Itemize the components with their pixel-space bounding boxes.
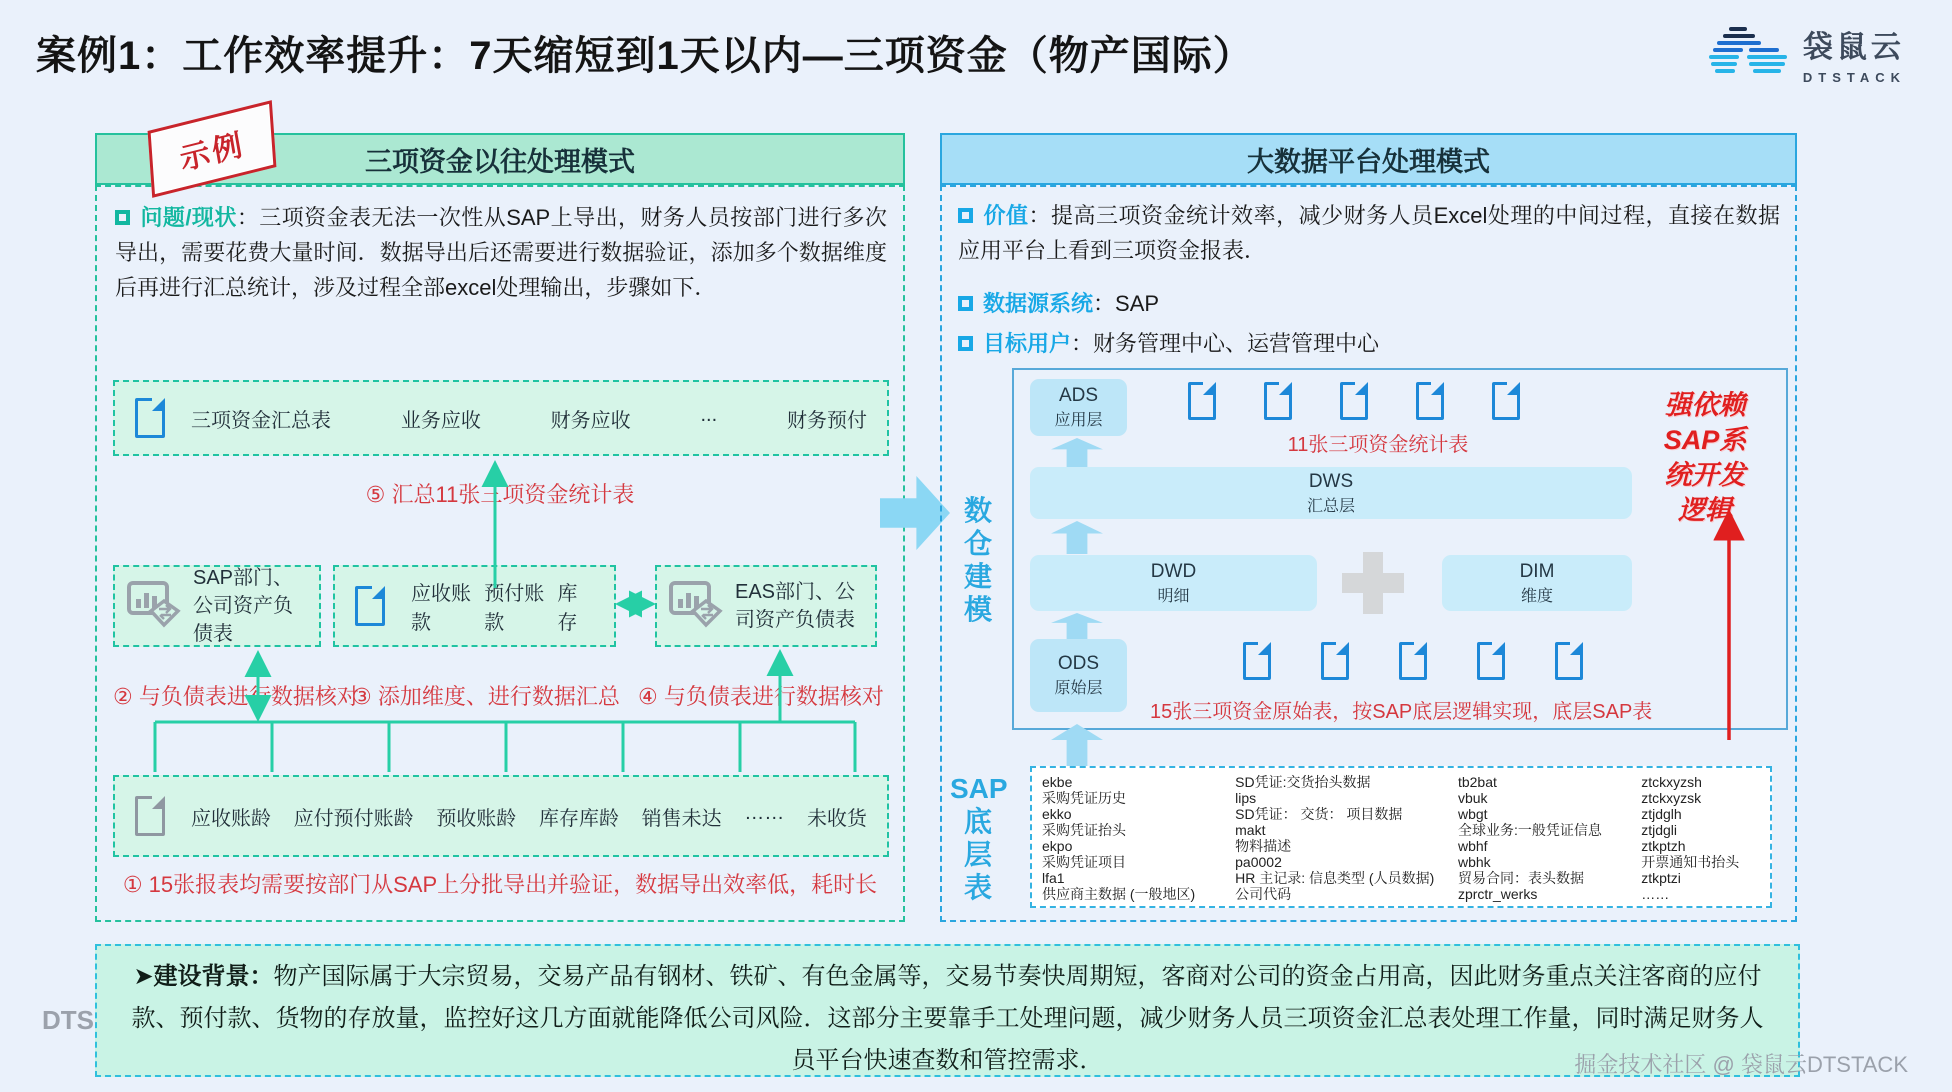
sap-table-cell: ztkptzh <box>1641 838 1686 854</box>
source-text: ：SAP <box>1093 291 1160 316</box>
sap-table-cell: SD凭证:交货抬头数据 <box>1235 774 1371 790</box>
users-line <box>958 326 1780 361</box>
source-label: 数据源系统 <box>983 291 1094 316</box>
account-label: 应收账款 <box>411 583 471 634</box>
example-stamp: 示例 <box>148 100 277 198</box>
sap-table-cell: 采购凭证抬头 <box>1042 822 1126 838</box>
sap-table-cell: HR 主记录: 信息类型 (人员数据) <box>1235 870 1435 886</box>
dtstack-logo <box>1705 22 1906 85</box>
left-panel-title: 三项资金以往处理模式 <box>365 146 635 177</box>
sap-char: 层 <box>963 839 992 870</box>
accounts-box <box>333 565 616 647</box>
sap-char: 底 <box>963 806 992 837</box>
right-panel-header <box>940 133 1797 185</box>
sap-table-cell: pa0002 <box>1235 854 1282 870</box>
ads-layer-box: ADS 应用层 <box>1030 379 1127 436</box>
sap-table-cell: 采购凭证项目 <box>1042 854 1126 870</box>
square-bullet-icon <box>958 296 973 311</box>
eas-balance-box <box>655 565 877 647</box>
sap-table-cell: SD凭证： 交货： 项目数据 <box>1235 806 1403 822</box>
dw-char: 模 <box>963 594 992 625</box>
dependency-note-line: SAP系 <box>1663 425 1747 455</box>
eas-balance-label: EAS部门、公司资产负债表 <box>735 581 856 631</box>
sap-table-cell: ekpo <box>1042 838 1073 854</box>
report-label: 业务应收 <box>400 409 481 432</box>
detail-report-label: 应付预付账龄 <box>293 807 414 830</box>
value-paragraph <box>958 198 1780 268</box>
detail-report-label: …… <box>744 801 785 824</box>
sap-table-cell: 开票通知书抬头 <box>1641 854 1740 870</box>
sap-table-cell: wbgt <box>1457 806 1488 822</box>
sap-table-cell: 全球业务:一般凭证信息 <box>1457 822 1602 838</box>
dws-layer-box: DWS 汇总层 <box>1030 467 1632 519</box>
background-label: 建设背景： <box>153 963 274 990</box>
dependency-note-line: 统开发 <box>1664 460 1746 490</box>
dw-modeling-vertical-label <box>956 494 1000 626</box>
users-label: 目标用户 <box>983 331 1072 356</box>
document-icon <box>1416 382 1444 420</box>
sap-table-column <box>1458 774 1631 900</box>
step2-label: ② 与负债表进行数据核对 <box>113 684 359 709</box>
problem-paragraph <box>115 200 887 305</box>
document-icon <box>1188 382 1216 420</box>
account-label: 库存 <box>557 583 578 634</box>
sap-table-cell: ztckxyzsh <box>1641 774 1702 790</box>
sap-table-cell: ztjdglh <box>1641 806 1682 822</box>
logo-subtext: DTSTACK <box>1802 70 1906 85</box>
step3-label: ③ 添加维度、进行数据汇总 <box>352 684 620 709</box>
sap-balance-label: SAP部门、公司资产负债表 <box>193 567 294 645</box>
dw-char: 仓 <box>963 528 992 559</box>
document-icon <box>355 586 385 626</box>
sap-table-cell: ekbe <box>1042 774 1073 790</box>
sap-table-cell: 供应商主数据 (一般地区) <box>1042 886 1196 902</box>
bottom-docs-caption: 15张三项资金原始表，按SAP底层逻辑实现，底层SAP表 <box>1150 701 1653 723</box>
sap-table-cell: 物料描述 <box>1235 838 1292 854</box>
report-label: 财务应收 <box>550 409 631 432</box>
sap-table-cell: ztjdgli <box>1641 822 1677 838</box>
document-icon <box>1264 382 1292 420</box>
community-watermark: 掘金技术社区 @ 袋鼠云DTSTACK <box>1574 1052 1908 1077</box>
sap-base-vertical-label <box>950 772 1006 904</box>
document-icon <box>1399 642 1427 680</box>
detail-report-label: 预收账龄 <box>436 807 517 830</box>
detail-report-label: 库存库龄 <box>538 807 619 830</box>
triangle-bullet-icon: ➤ <box>133 963 154 990</box>
sap-table-cell: …… <box>1641 886 1670 902</box>
report-label: ... <box>700 403 718 426</box>
sap-table-cell: makt <box>1235 822 1266 838</box>
dim-layer-box: DIM 维度 <box>1442 555 1632 611</box>
value-label: 价值 <box>983 203 1029 228</box>
source-line <box>958 286 1780 321</box>
sap-char: SAP <box>950 773 1008 804</box>
top-documents-row <box>1188 382 1520 420</box>
report-label: 三项资金汇总表 <box>191 409 331 432</box>
account-label: 预付账款 <box>484 583 545 634</box>
sap-table-column <box>1042 774 1225 900</box>
document-icon <box>1492 382 1520 420</box>
document-icon <box>1477 642 1505 680</box>
sap-balance-box <box>113 565 321 647</box>
sap-table-cell: 采购凭证历史 <box>1042 790 1126 806</box>
dw-char: 建 <box>963 561 992 592</box>
document-icon <box>1340 382 1368 420</box>
document-icon <box>1555 642 1583 680</box>
sap-table-cell: lfa1 <box>1042 870 1065 886</box>
sap-table-cell: vbuk <box>1457 790 1488 806</box>
square-bullet-icon <box>958 336 973 351</box>
value-text: ：提高三项资金统计效率，减少财务人员Excel处理的中间过程，直接在数据应用平台上看到三项资金报表． <box>958 203 1780 263</box>
sap-base-table <box>1030 766 1772 908</box>
cloud-logo-icon <box>1705 25 1791 82</box>
page-title: 案例1：工作效率提升：7天缩短到1天以内—三项资金（物产国际） <box>36 34 1254 78</box>
step4-label: ④ 与负债表进行数据核对 <box>638 684 884 709</box>
problem-text: ：三项资金表无法一次性从SAP上导出，财务人员按部门进行多次导出，需要花费大量时间．数据导出后还需要进行数据验证，添加多个数据维度后再进行汇总统计，涉及过程全部excel处理输出，步骤如下． <box>115 205 887 300</box>
sap-table-cell: lips <box>1235 790 1257 806</box>
logo-text: 袋鼠云 <box>1802 31 1905 64</box>
summary-reports-box <box>113 380 889 456</box>
bottom-documents-row <box>1243 642 1583 680</box>
sap-table-column <box>1235 774 1448 900</box>
sap-table-cell: wbhk <box>1457 854 1491 870</box>
sap-table-cell: wbhf <box>1457 838 1488 854</box>
dependency-note-line: 强依赖 <box>1664 390 1746 420</box>
background-panel <box>95 944 1800 1077</box>
sap-table-cell: 公司代码 <box>1235 886 1292 902</box>
detail-report-label: 未收货 <box>806 807 867 830</box>
detail-report-label: 应收账龄 <box>191 807 271 830</box>
sap-table-cell: 贸易合同：表头数据 <box>1457 870 1584 886</box>
document-icon <box>135 796 165 836</box>
dw-char: 数 <box>963 495 992 526</box>
bar-chart-transfer-icon <box>127 579 181 634</box>
plus-icon <box>1363 552 1383 614</box>
dts-watermark: DTS <box>42 1005 94 1035</box>
step1-label: ① 15张报表均需要按部门从SAP上分批导出并验证，数据导出效率低，耗时长 <box>122 872 878 897</box>
problem-label: 问题/现状 <box>140 205 237 230</box>
detail-reports-box <box>113 775 889 857</box>
sap-table-cell: tb2bat <box>1457 774 1497 790</box>
ods-layer-box: ODS 原始层 <box>1030 639 1127 712</box>
sap-table-cell: ztckxyzsk <box>1641 790 1702 806</box>
bar-chart-transfer-icon <box>669 579 723 634</box>
top-docs-caption: 11张三项资金统计表 <box>1287 434 1469 456</box>
sap-dependency-note <box>1640 388 1770 528</box>
sap-table-cell: ekko <box>1042 806 1072 822</box>
sap-char: 表 <box>963 872 992 903</box>
dwd-layer-box: DWD 明细 <box>1030 555 1317 611</box>
detail-report-label: 销售未达 <box>641 807 722 830</box>
right-panel-title: 大数据平台处理模式 <box>1247 146 1490 177</box>
square-bullet-icon <box>115 210 130 225</box>
document-icon <box>135 398 165 438</box>
sap-table-cell: zprctr_werks <box>1457 886 1538 902</box>
square-bullet-icon <box>958 208 973 223</box>
dependency-note-line: 逻辑 <box>1678 495 1732 525</box>
sap-table-cell: ztkptzi <box>1641 870 1681 886</box>
users-text: ：财务管理中心、运营管理中心 <box>1071 331 1380 356</box>
sap-table-column <box>1641 774 1760 900</box>
report-label: 财务预付 <box>786 409 867 432</box>
step5-label: ⑤ 汇总11张三项资金统计表 <box>365 482 635 507</box>
document-icon <box>1243 642 1271 680</box>
background-text: ➤建设背景：物产国际属于大宗贸易，交易产品有钢材、铁矿、有色金属等，交易节奏快周期短，客商对公司的资金占用高，因此财务重点关注客商的应付款、预付款、货物的存放量，监控好这几方面就能降低公司风险．这部分主要靠手工处理问题，减少财务人员三项资金汇总表处理工作量，同时满足财务人员平台快速查数和管控需求． <box>131 963 1764 1074</box>
document-icon <box>1321 642 1349 680</box>
